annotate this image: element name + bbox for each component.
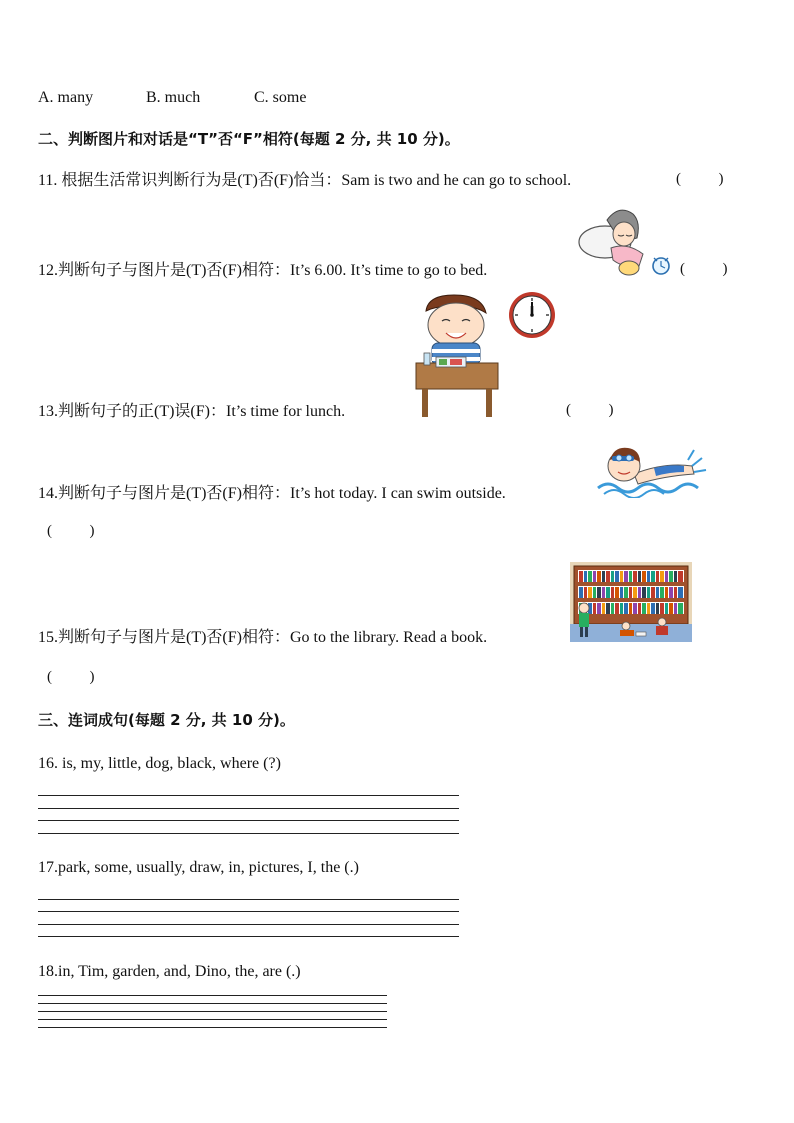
writing-line[interactable] — [38, 833, 459, 834]
writing-line[interactable] — [38, 820, 459, 821]
question-18: 18.in, Tim, garden, and, Dino, the, are (.) — [38, 963, 301, 980]
writing-line[interactable] — [38, 936, 459, 937]
question-12: 12.判断句子与图片是(T)否(F)相符：It’s 6.00. It’s time to go to bed. — [38, 262, 488, 279]
sleeping-girl-image — [577, 202, 675, 280]
boy-at-desk-image — [408, 291, 506, 421]
writing-line[interactable] — [38, 1003, 387, 1004]
answer-blank-13[interactable]: ( ) — [566, 402, 614, 418]
question-16: 16. is, my, little, dog, black, where (?) — [38, 755, 281, 772]
wall-clock-icon — [507, 290, 557, 340]
question-17: 17.park, some, usually, draw, in, pictures, I, the (.) — [38, 859, 359, 876]
writing-line[interactable] — [38, 795, 459, 796]
option-c: C. some — [254, 89, 307, 106]
options-line — [38, 88, 306, 108]
answer-blank-14[interactable]: ( ) — [47, 523, 95, 539]
writing-line[interactable] — [38, 808, 459, 809]
question-15: 15.判断句子与图片是(T)否(F)相符：Go to the library. Read a book. — [38, 629, 488, 646]
writing-line[interactable] — [38, 899, 459, 900]
section2-title: 二、判断图片和对话是“T”否“F”相符(每题 2 分, 共 10 分)。 — [38, 130, 460, 148]
question-13: 13.判断句子的正(T)误(F)：It’s time for lunch. — [38, 403, 346, 420]
swimming-boy-image — [594, 436, 712, 498]
option-a: A. many — [38, 89, 94, 106]
answer-blank-11[interactable]: ( ) — [676, 171, 724, 187]
section3-title: 三、连词成句(每题 2 分, 共 10 分)。 — [38, 711, 295, 729]
option-b: B. much — [146, 89, 201, 106]
writing-line[interactable] — [38, 924, 459, 925]
writing-line[interactable] — [38, 995, 387, 996]
library-image — [570, 562, 692, 642]
writing-line[interactable] — [38, 1019, 387, 1020]
question-11: 11. 根据生活常识判断行为是(T)否(F)恰当：Sam is two and he can go to school. — [38, 172, 572, 189]
writing-line[interactable] — [38, 1011, 387, 1012]
writing-line[interactable] — [38, 911, 459, 912]
question-14: 14.判断句子与图片是(T)否(F)相符：It’s hot today. I can swim outside. — [38, 485, 506, 502]
answer-blank-12[interactable]: ( ) — [680, 261, 728, 277]
writing-line[interactable] — [38, 1027, 387, 1028]
answer-blank-15[interactable]: ( ) — [47, 669, 95, 685]
